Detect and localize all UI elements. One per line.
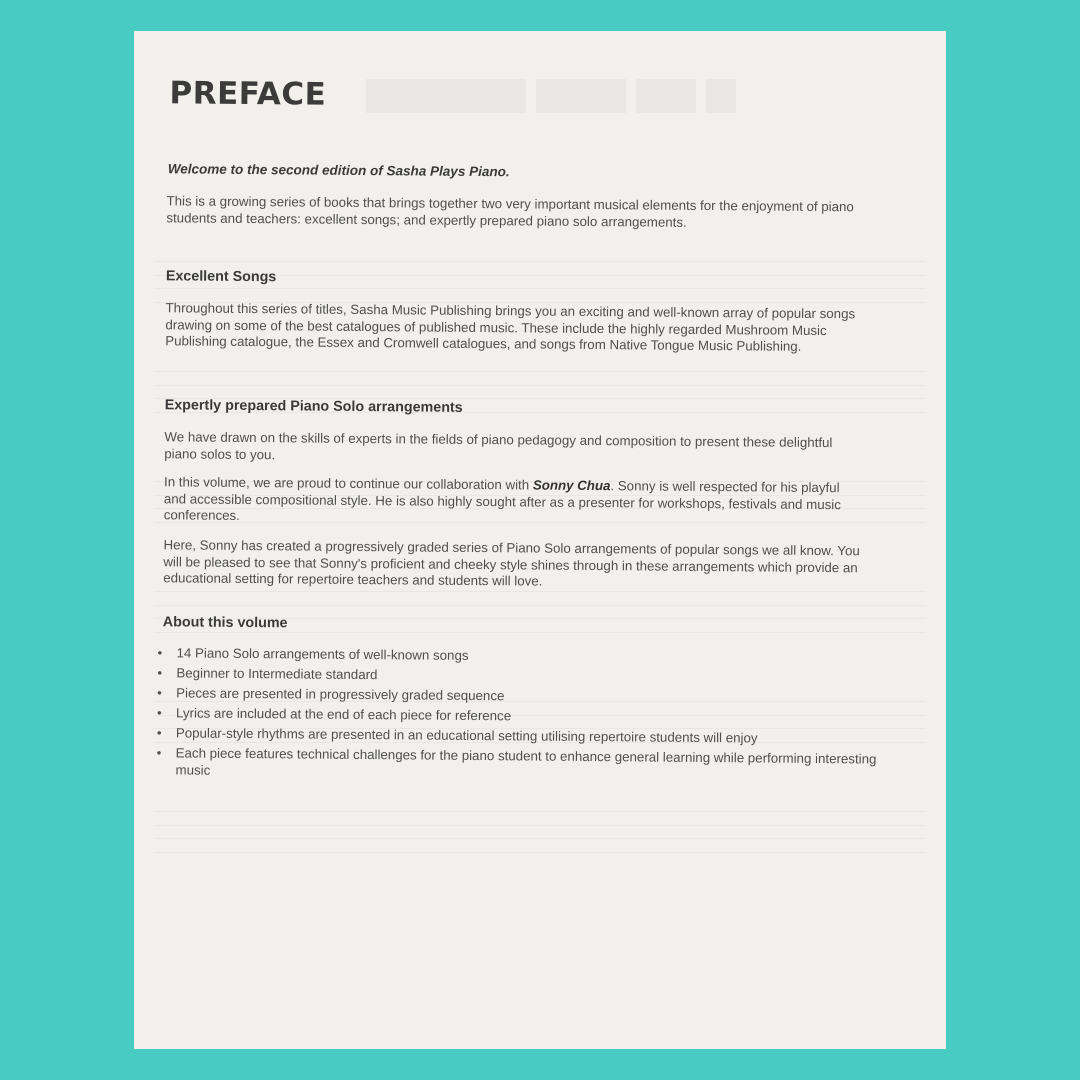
page-title: PREFACE (169, 75, 327, 113)
welcome-line: Welcome to the second edition of Sasha Plays Piano. (167, 161, 510, 180)
arranger-description: . Sonny is well respected for his playful and accessible compositional style. He is also highly sought after as a presenter for workshops, festivals and music conferences. (163, 478, 841, 523)
bullet-icon: • (156, 725, 162, 741)
bullet-icon: • (157, 645, 163, 661)
list-item: • Lyrics are included at the end of each piece for reference (156, 705, 512, 724)
collaboration-text: In this volume, we are proud to continue our collaboration with (164, 474, 533, 493)
arrangements-paragraph-1: We have drawn on the skills of experts in the fields of piano pedagogy and composition to present these delightful piano solos to you. (164, 429, 833, 462)
section-heading-about-volume: About this volume (162, 614, 288, 632)
preface-content (134, 31, 946, 1049)
excellent-songs-paragraph: Throughout this series of titles, Sasha Music Publishing brings you an exciting and well-known array of popular songs drawing on some of the best catalogues of published music. These include the highly regarded Mushroom Music Publishing catalogue, the Essex and Cromwell catalogues, and songs from Native Tongue Music Publishing. (165, 300, 856, 354)
bullet-icon: • (156, 745, 162, 761)
bullet-icon: • (156, 705, 162, 721)
list-item: • Pieces are presented in progressively graded sequence (157, 685, 505, 704)
intro-paragraph: This is a growing series of books that brings together two very important musical elements for the enjoyment of piano students and teachers: excellent songs; and expertly prepared piano solo arrangements. (166, 193, 854, 230)
list-item: • Each piece features technical challenges for the piano student to enhance general learning while performing interesting music (156, 745, 877, 778)
section-heading-excellent-songs: Excellent Songs (165, 268, 277, 286)
section-heading-arrangements: Expertly prepared Piano Solo arrangements (164, 397, 463, 416)
list-item: • Beginner to Intermediate standard (157, 665, 378, 683)
arranger-name: Sonny Chua (532, 477, 611, 494)
bullet-icon: • (157, 665, 163, 681)
about-volume-list (156, 645, 877, 788)
book-page (134, 31, 946, 1049)
arrangements-paragraph-2 (164, 474, 864, 530)
list-item: • Popular-style rhythms are presented in an educational setting utilising repertoire students will enjoy (156, 725, 758, 746)
bullet-icon: • (157, 685, 162, 701)
list-item: • 14 Piano Solo arrangements of well-known songs (157, 645, 469, 663)
arrangements-paragraph-3: Here, Sonny has created a progressively graded series of Piano Solo arrangements of popular songs we all know. You will be pleased to see that Sonny's proficient and cheeky style shines through in these arrangements which provide an educational setting for repertoire teachers and students will love. (163, 537, 860, 589)
